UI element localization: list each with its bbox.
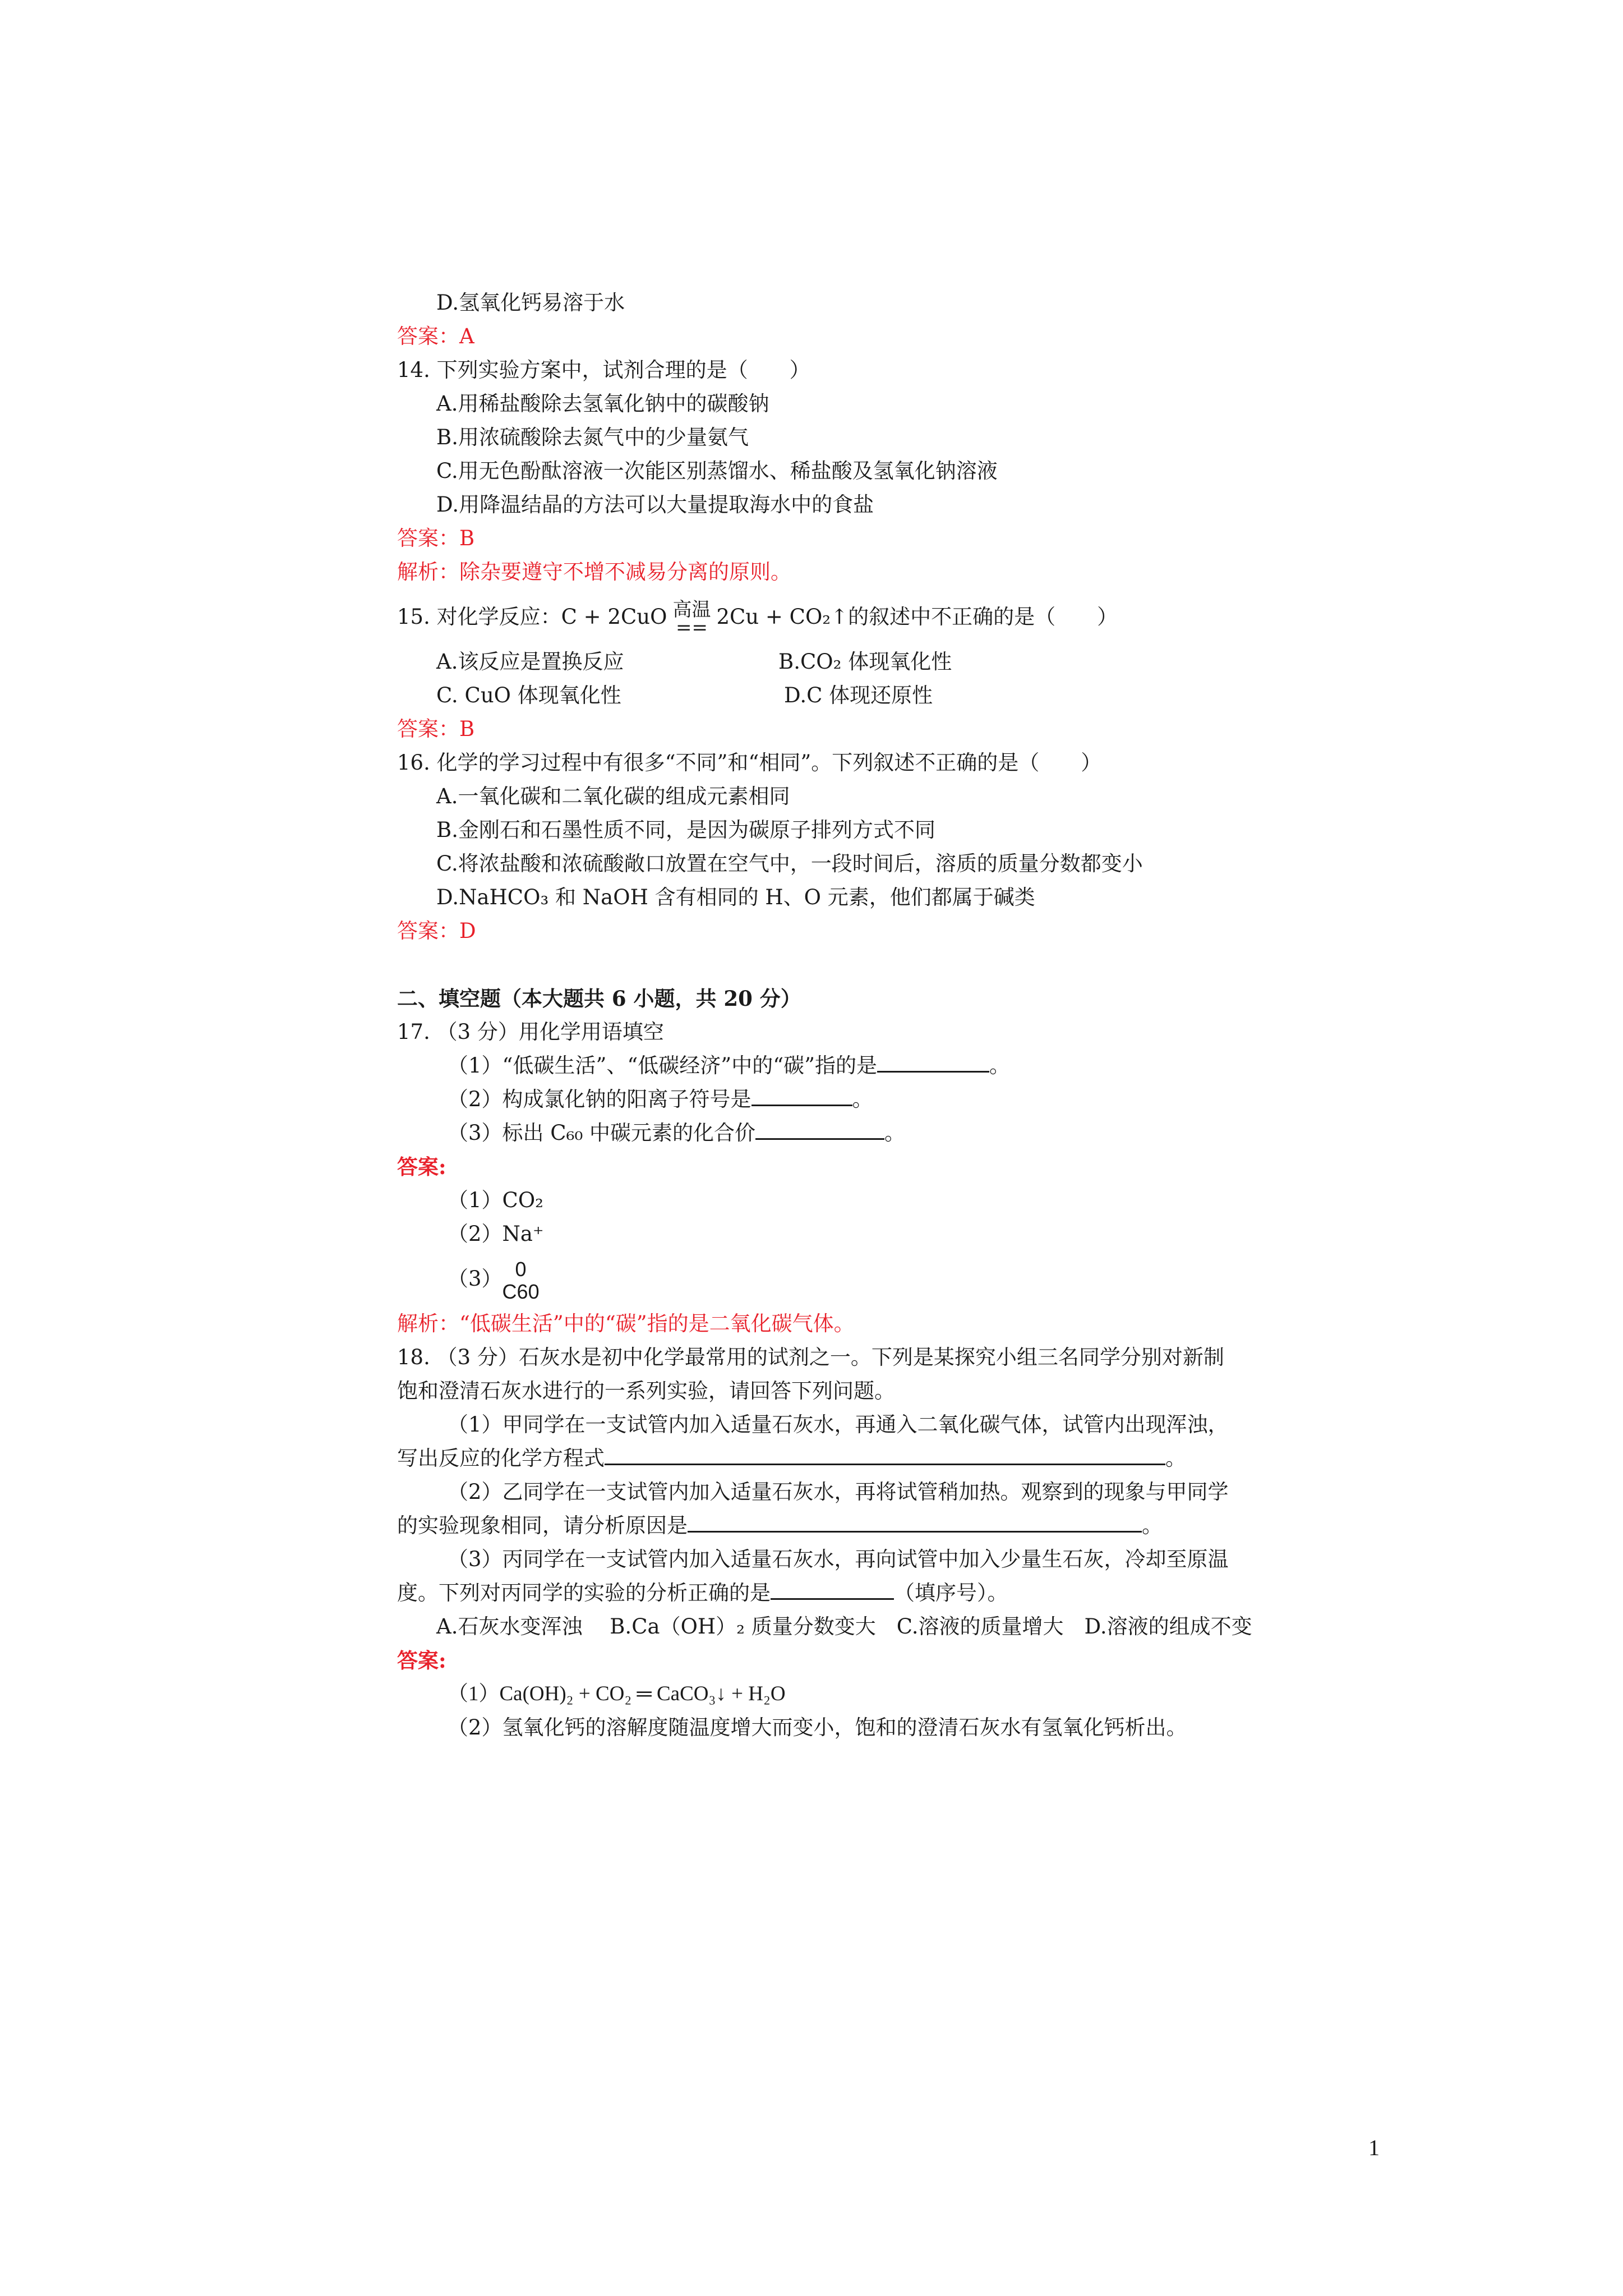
q17-explanation: 解析：“低碳生活”中的“碳”指的是二氧化碳气体。 xyxy=(397,1312,855,1336)
q18-stem-line-1: 18. （3 分）石灰水是初中化学最常用的试剂之一。下列是某探究小组三名同学分别对新制 xyxy=(397,1345,1224,1369)
q18-part-1-text: 写出反应的化学方程式 xyxy=(397,1446,605,1470)
q17-part-3-period: 。 xyxy=(884,1121,906,1145)
q15-option-a: A.该反应是置换反应 xyxy=(436,650,624,674)
q14-explanation: 解析：除杂要遵守不增不减易分离的原则。 xyxy=(397,560,791,584)
section-gap xyxy=(397,948,1306,982)
q17-answer-3-prefix: （3） xyxy=(448,1267,502,1291)
q17-part-3 xyxy=(397,1116,1306,1150)
q16-option-b: B.金刚石和石墨性质不同，是因为碳原子排列方式不同 xyxy=(436,818,935,842)
q15-option-b: B.CO₂ 体现氧化性 xyxy=(778,650,952,674)
valence-notation xyxy=(502,1258,540,1303)
q17-answer-label: 答案: xyxy=(397,1154,446,1179)
q16-option-c: C.将浓盐酸和浓硫酸敞口放置在空气中，一段时间后，溶质的质量分数都变小 xyxy=(436,852,1143,876)
q16-option-a: A.一氧化碳和二氧化碳的组成元素相同 xyxy=(436,784,790,808)
q18-part-1-period: 。 xyxy=(1165,1446,1186,1470)
q17-part-1-text: （1）“低碳生活”、“低碳经济”中的“碳”指的是 xyxy=(448,1053,878,1078)
q18-part-3-text: 度。下列对丙同学的实验的分析正确的是 xyxy=(397,1581,771,1605)
q18-part-2-line-2 xyxy=(397,1509,1306,1543)
q16-answer: 答案：D xyxy=(397,919,476,943)
q17-answer-2: （2）Na⁺ xyxy=(448,1222,544,1246)
q18-part-1-line-2 xyxy=(397,1442,1306,1475)
q18-blank-1[interactable] xyxy=(605,1444,1165,1465)
q18-stem-line-2: 饱和澄清石灰水进行的一系列实验，请回答下列问题。 xyxy=(397,1379,895,1403)
q15-stem-prefix: 15. 对化学反应：C + 2CuO xyxy=(397,605,667,629)
page-number: 1 xyxy=(1368,2135,1380,2160)
q17-part-3-text: （3）标出 C₆₀ 中碳元素的化合价 xyxy=(448,1121,756,1145)
q15-answer: 答案：B xyxy=(397,717,475,741)
page-content xyxy=(397,286,1306,1745)
q17-blank-3[interactable] xyxy=(755,1119,884,1140)
q18-part-3-suffix: （填序号）。 xyxy=(894,1581,1008,1605)
q18-part-3-line-2 xyxy=(397,1576,1306,1610)
q13-answer: 答案：A xyxy=(397,324,474,348)
valence-formula: C60 xyxy=(502,1280,540,1303)
reaction-condition-bottom: == xyxy=(675,616,708,639)
q16-stem: 16. 化学的学习过程中有很多“不同”和“相同”。下列叙述不正确的是（ ） xyxy=(397,751,1102,775)
q18-part-2-text: 的实验现象相同，请分析原因是 xyxy=(397,1513,688,1538)
q17-part-1-period: 。 xyxy=(989,1053,1011,1078)
q14-option-d: D.用降温结晶的方法可以大量提取海水中的食盐 xyxy=(436,493,874,517)
q15-option-d: D.C 体现还原性 xyxy=(784,683,933,707)
q15-options-row-2 xyxy=(397,679,1306,712)
q18-part-2-period: 。 xyxy=(1142,1513,1163,1538)
q13-option-d: D.氢氧化钙易溶于水 xyxy=(436,291,625,315)
q17-answer-1: （1）CO₂ xyxy=(448,1188,544,1212)
section-2-heading: 二、填空题（本大题共 6 小题，共 20 分） xyxy=(397,986,801,1011)
q18-part-1-line-1: （1）甲同学在一支试管内加入适量石灰水，再通入二氧化碳气体，试管内出现浑浊， xyxy=(448,1412,1229,1437)
q15-stem xyxy=(397,589,1306,645)
q17-answer-3 xyxy=(397,1251,1306,1307)
q18-part-3-line-1: （3）丙同学在一支试管内加入适量石灰水，再向试管中加入少量生石灰，冷却至原温 xyxy=(448,1547,1229,1571)
q17-part-2-text: （2）构成氯化钠的阳离子符号是 xyxy=(448,1087,751,1111)
q18-answer-label: 答案: xyxy=(397,1648,446,1673)
q18-blank-3[interactable] xyxy=(771,1579,894,1600)
q17-stem: 17. （3 分）用化学用语填空 xyxy=(397,1020,664,1044)
valence-value: 0 xyxy=(515,1257,527,1281)
reaction-condition xyxy=(672,598,711,639)
q18-answer-2: （2）氢氧化钙的溶解度随温度增大而变小，饱和的澄清石灰水有氢氧化钙析出。 xyxy=(448,1715,1187,1740)
q14-option-a: A.用稀盐酸除去氢氧化钠中的碳酸钠 xyxy=(436,392,769,416)
q14-stem: 14. 下列实验方案中，试剂合理的是（ ） xyxy=(397,358,810,382)
q17-part-2-period: 。 xyxy=(852,1087,873,1111)
q18-part-2-line-1: （2）乙同学在一支试管内加入适量石灰水，再将试管稍加热。观察到的现象与甲同学 xyxy=(448,1480,1229,1504)
q16-option-d: D.NaHCO₃ 和 NaOH 含有相同的 H、O 元素，他们都属于碱类 xyxy=(436,885,1035,909)
q17-part-1 xyxy=(397,1049,1306,1083)
q17-blank-1[interactable] xyxy=(877,1052,989,1073)
q17-blank-2[interactable] xyxy=(751,1085,852,1106)
q15-stem-suffix: 2Cu + CO₂↑的叙述中不正确的是（ ） xyxy=(716,605,1118,629)
reaction-condition-top: 高温 xyxy=(672,598,711,621)
q15-options-row-1 xyxy=(397,645,1306,679)
q14-answer: 答案：B xyxy=(397,526,475,550)
q15-option-c: C. CuO 体现氧化性 xyxy=(436,683,621,707)
q17-part-2 xyxy=(397,1083,1306,1116)
q18-blank-2[interactable] xyxy=(688,1512,1142,1533)
q14-option-b: B.用浓硫酸除去氮气中的少量氨气 xyxy=(436,425,749,449)
q18-answer-1: （1）Ca(OH)₂ + CO₂ ═ CaCO₃↓ + H₂O xyxy=(448,1682,786,1705)
q14-option-c: C.用无色酚酞溶液一次能区别蒸馏水、稀盐酸及氢氧化钠溶液 xyxy=(436,459,998,483)
q18-part-3-options: A.石灰水变浑浊 B.Ca（OH）₂ 质量分数变大 C.溶液的质量增大 D.溶液的组成不变 xyxy=(436,1614,1252,1639)
